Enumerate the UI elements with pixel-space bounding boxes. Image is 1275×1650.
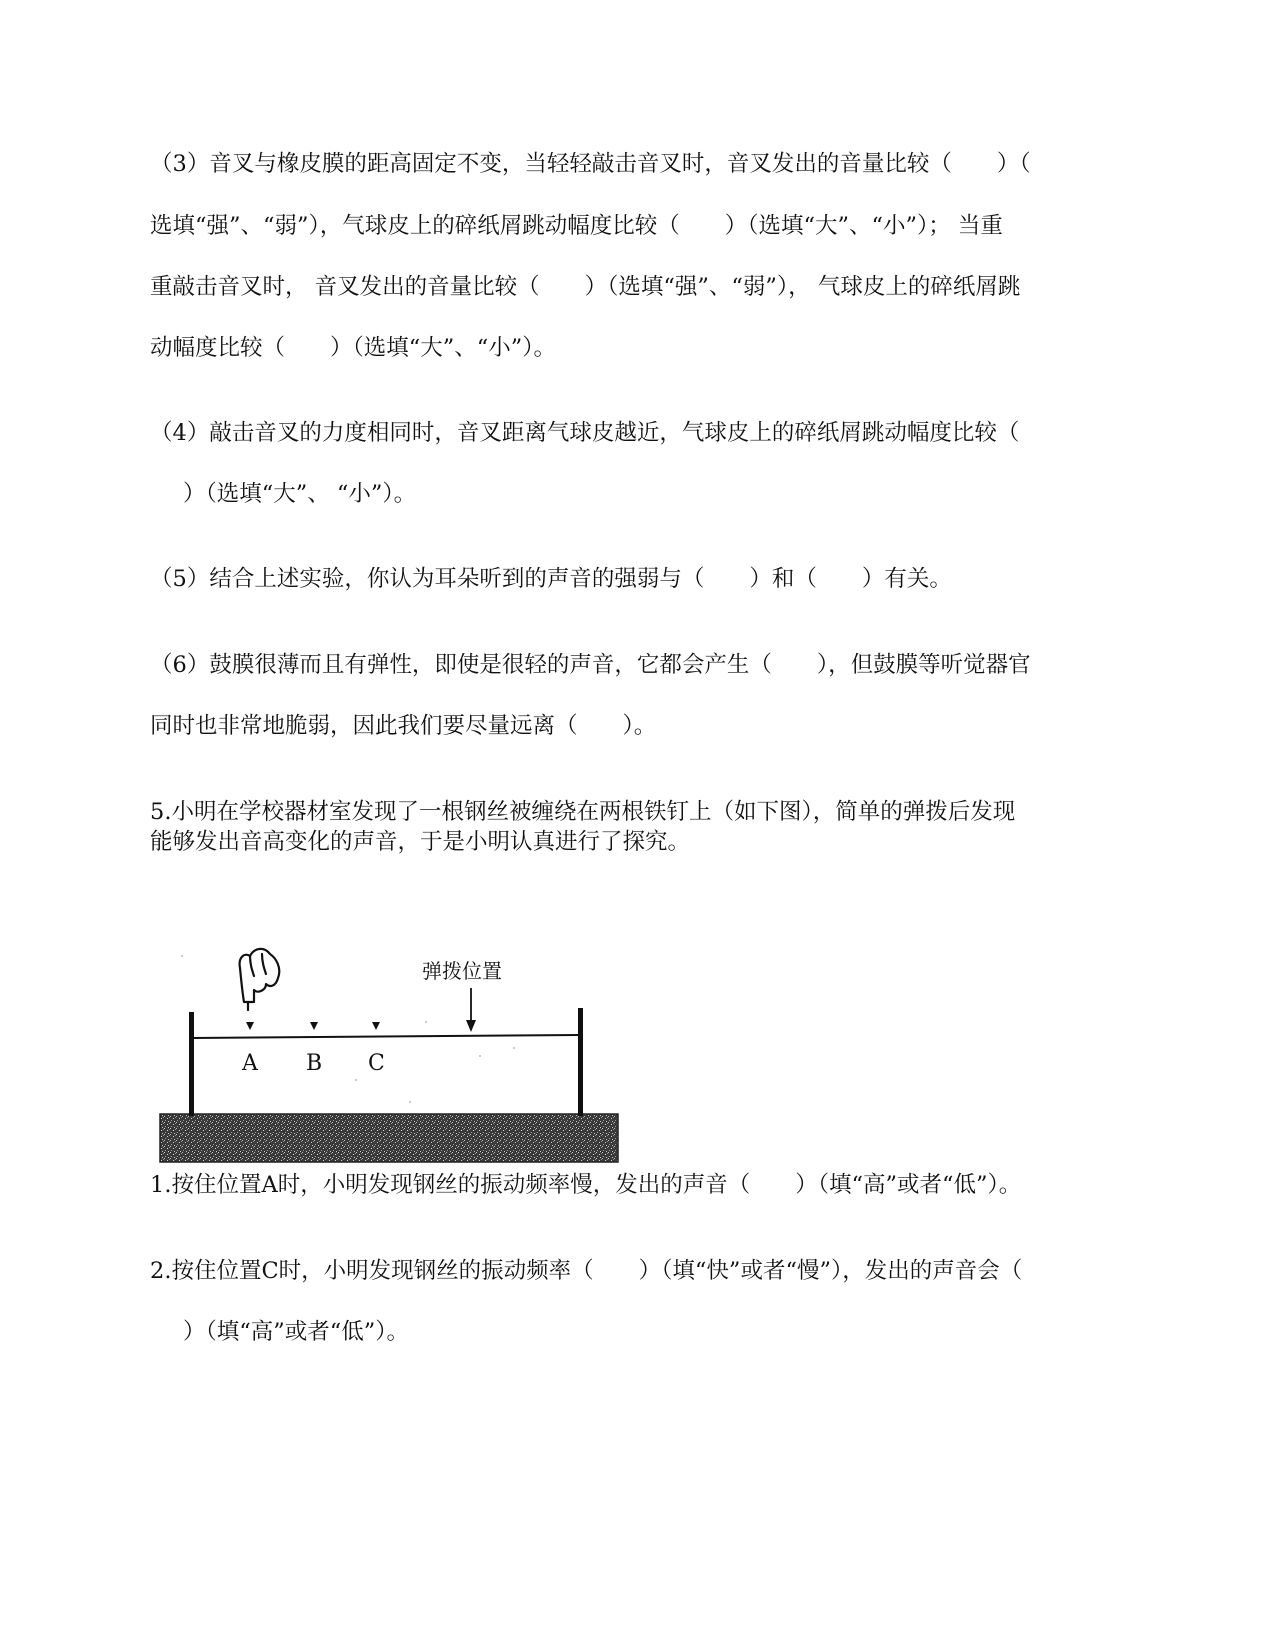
q4-line-1: （4）敲击音叉的力度相同时，音叉距离气球皮越近，气球皮上的碎纸屑跳动幅度比较（ <box>150 420 1020 446</box>
sub2-line-1: 2.按住位置C时，小明发现钢丝的振动频率（ ）（填“快”或者“慢”），发出的声音会（ <box>150 1258 1023 1284</box>
problem5-line-1: 5.小明在学校器材室发现了一根钢丝被缠绕在两根铁钉上（如下图），简单的弹拨后发现 <box>150 799 1016 825</box>
pluck-position-label: 弹拨位置 <box>422 959 502 983</box>
pointing-hand-icon <box>240 949 280 1010</box>
steel-wire <box>192 1035 580 1038</box>
q5-line-1: （5）结合上述实验，你认为耳朵听到的声音的强弱与（ ）和（ ）有关。 <box>150 566 952 592</box>
left-nail <box>189 1012 194 1116</box>
problem5-line-2: 能够发出音高变化的声音，于是小明认真进行了探究。 <box>150 829 691 855</box>
q6-line-1: （6）鼓膜很薄而且有弹性，即使是很轻的声音，它都会产生（ ），但鼓膜等听觉器官 <box>150 652 1031 678</box>
pluck-arrow-head <box>466 1020 476 1032</box>
steel-wire-figure <box>158 918 620 1164</box>
sub2-line-2: ）（填“高”或者“低”）。 <box>183 1319 410 1345</box>
point-a-label: A <box>242 1051 258 1076</box>
sub1-line-1: 1.按住位置A时，小明发现钢丝的振动频率慢，发出的声音（ ）（填“高”或者“低”）。 <box>150 1172 1022 1198</box>
q6-line-2: 同时也非常地脆弱，因此我们要尽量远离（ ）。 <box>150 713 657 739</box>
q3-line-2: 选填“强”、“弱”），气球皮上的碎纸屑跳动幅度比较（ ）（选填“大”、“小”）； 当重 <box>150 213 1003 239</box>
right-nail <box>578 1008 583 1116</box>
q3-line-4: 动幅度比较（ ）（选填“大”、“小”）。 <box>150 335 557 361</box>
marker-a <box>246 1022 254 1030</box>
wooden-board <box>160 1114 618 1162</box>
point-c-label: C <box>368 1051 385 1076</box>
q3-line-1: （3）音叉与橡皮膜的距高固定不变，当轻轻敲击音叉时，音叉发出的音量比较（ ）（ <box>150 151 1031 177</box>
marker-b <box>310 1022 318 1030</box>
q4-line-2: ）（选填“大”、 “小”）。 <box>183 481 417 507</box>
point-b-label: B <box>306 1051 323 1076</box>
q3-line-3: 重敲击音叉时， 音叉发出的音量比较（ ）（选填“强”、“弱”）， 气球皮上的碎纸屑跳 <box>150 274 1021 300</box>
marker-c <box>372 1022 380 1030</box>
